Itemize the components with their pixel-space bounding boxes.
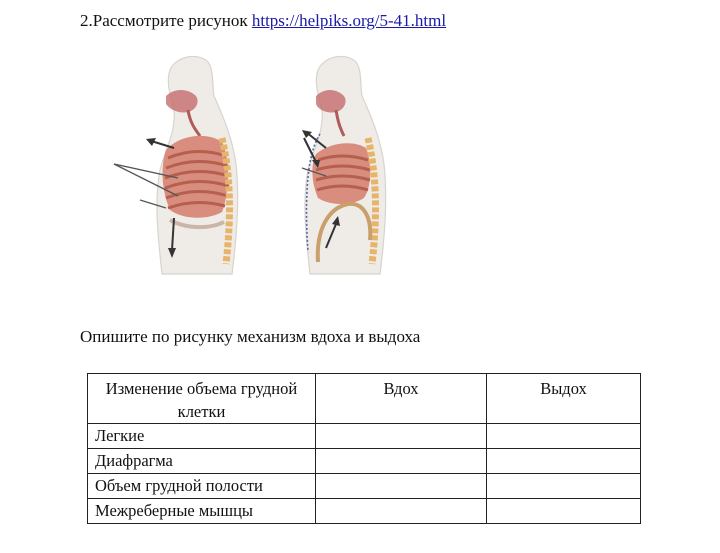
inhale-body — [114, 56, 238, 274]
header-exhale: Выдох — [487, 374, 641, 424]
row-label: Объем грудной полости — [88, 474, 316, 499]
table-row — [88, 474, 641, 499]
table-row — [88, 424, 641, 449]
exhale-cell — [487, 449, 641, 474]
breathing-table — [87, 373, 641, 524]
question-text: 2.Рассмотрите рисунок — [80, 11, 252, 30]
question-heading — [80, 11, 446, 31]
exhale-ribcage — [312, 143, 370, 204]
table-row — [88, 499, 641, 524]
breathing-figure — [104, 52, 404, 280]
inhale-cell — [316, 499, 487, 524]
exhale-cell — [487, 474, 641, 499]
table-row — [88, 449, 641, 474]
inhale-cell — [316, 449, 487, 474]
header-inhale: Вдох — [316, 374, 487, 424]
source-link[interactable]: https://helpiks.org/5-41.html — [251, 11, 447, 30]
exhale-cell — [487, 424, 641, 449]
exhale-body — [302, 56, 386, 274]
row-label: Диафрагма — [88, 449, 316, 474]
instruction-text: Опишите по рисунку механизм вдоха и выдоха — [80, 327, 421, 346]
inhale-cell — [316, 474, 487, 499]
inhale-cell — [316, 424, 487, 449]
table-header-row — [88, 374, 641, 424]
exhale-cell — [487, 499, 641, 524]
row-label: Межреберные мышцы — [88, 499, 316, 524]
header-volume-change: Изменение объема грудной клетки — [88, 374, 316, 424]
row-label: Легкие — [88, 424, 316, 449]
